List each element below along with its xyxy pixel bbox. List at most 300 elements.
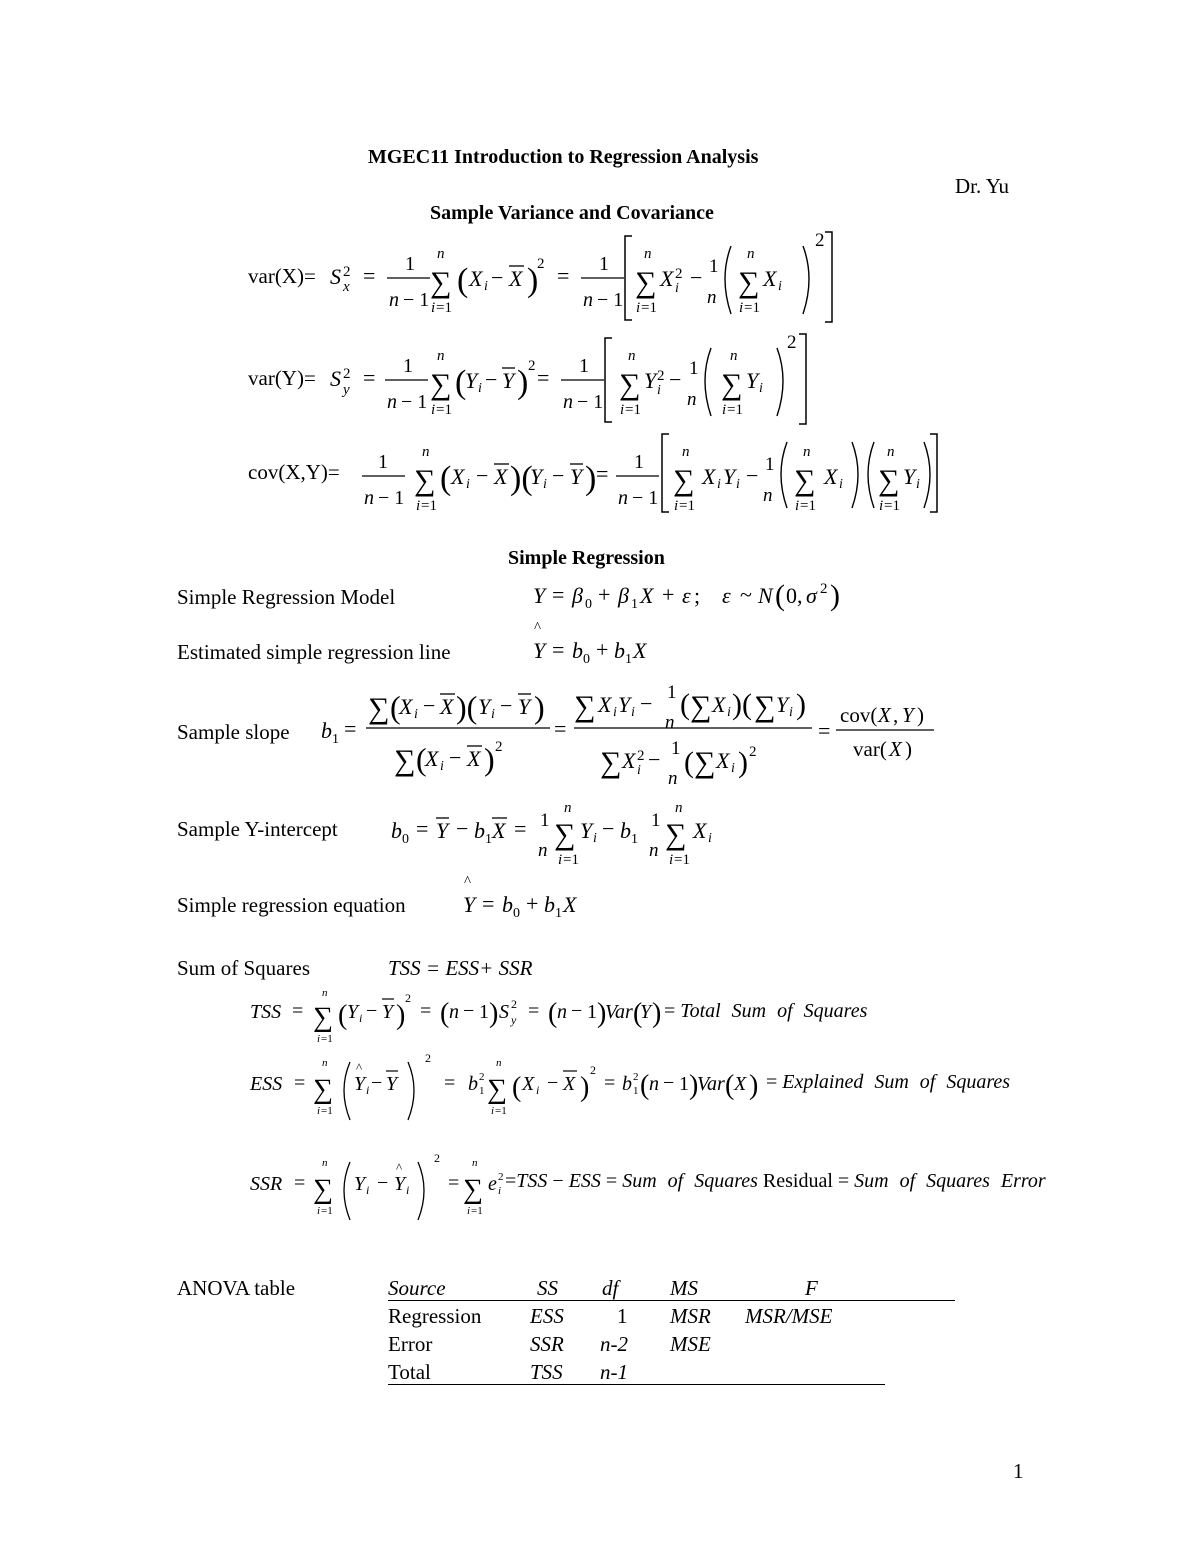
- svg-text:∑: ∑: [600, 746, 622, 779]
- svg-text:=1: =1: [674, 852, 690, 868]
- svg-text:(: (: [455, 364, 467, 401]
- svg-text:n: n: [730, 348, 738, 364]
- svg-text:=1: =1: [436, 402, 452, 418]
- svg-text:∑: ∑: [694, 746, 716, 779]
- svg-text:−: −: [602, 816, 615, 841]
- svg-text:n: n: [675, 800, 683, 816]
- svg-text:=: =: [363, 365, 376, 390]
- svg-text:i: i: [879, 498, 884, 514]
- svg-text:): ): [830, 579, 840, 612]
- svg-text:=1: =1: [436, 300, 452, 316]
- anova-header-df: df: [602, 1276, 619, 1300]
- svg-text:X: X: [633, 638, 647, 663]
- equals-sign: =: [664, 1000, 681, 1022]
- svg-text:=: =: [363, 263, 376, 288]
- regression-equation-formula: [460, 872, 600, 921]
- svg-text:Y: Y: [394, 1173, 406, 1195]
- svg-text:−: −: [463, 1000, 475, 1022]
- svg-text:i: i: [657, 383, 661, 398]
- svg-text:1: 1: [679, 1073, 689, 1095]
- svg-text:^: ^: [534, 620, 542, 636]
- svg-text:n: n: [422, 444, 430, 460]
- svg-text:i: i: [593, 831, 597, 846]
- ssr-identity: =TSS − ESS =: [505, 1170, 623, 1192]
- tss-description: Total Sum of Squares: [680, 1000, 868, 1022]
- intercept-formula: [388, 796, 728, 871]
- svg-text:n: n: [682, 444, 690, 460]
- svg-text:N: N: [758, 583, 773, 608]
- svg-text:X: X: [563, 1073, 576, 1095]
- svg-text:∑: ∑: [794, 464, 816, 497]
- svg-text:=: =: [420, 1000, 432, 1022]
- svg-text:): ): [580, 1072, 590, 1103]
- svg-text:Y: Y: [776, 692, 789, 717]
- slope-formula: [318, 676, 938, 789]
- svg-text:i: i: [366, 1183, 370, 1197]
- svg-text:=1: =1: [800, 498, 816, 514]
- svg-text:− 1: − 1: [577, 391, 604, 413]
- svg-text:i: i: [759, 381, 763, 396]
- svg-text:i: i: [536, 1083, 540, 1097]
- svg-text:X: X: [640, 583, 654, 608]
- svg-text:i: i: [491, 1105, 495, 1117]
- svg-text:∑: ∑: [554, 818, 576, 851]
- svg-text:1: 1: [405, 253, 415, 275]
- svg-text:TSS: TSS: [250, 1001, 282, 1023]
- svg-text:1: 1: [625, 652, 632, 667]
- svg-text:i: i: [440, 759, 444, 774]
- svg-text:b: b: [502, 892, 513, 917]
- svg-text:X: X: [399, 694, 413, 719]
- svg-text:): ): [517, 364, 529, 401]
- svg-text:Y: Y: [640, 1001, 652, 1023]
- anova-row-error-source: Error: [388, 1332, 433, 1356]
- svg-text:2: 2: [590, 1063, 596, 1077]
- anova-row-regression-source: Regression: [388, 1304, 482, 1328]
- svg-text:+: +: [662, 582, 675, 607]
- svg-text:∑: ∑: [738, 266, 760, 299]
- svg-text:^: ^: [396, 1160, 403, 1175]
- svg-text:X: X: [494, 464, 508, 489]
- equation-label: Simple regression equation: [177, 893, 406, 917]
- svg-text:X: X: [716, 748, 730, 773]
- svg-text:=1: =1: [744, 300, 760, 316]
- svg-text:+: +: [598, 582, 611, 607]
- svg-text:−: −: [552, 463, 565, 488]
- svg-text:=: =: [294, 1072, 306, 1094]
- svg-text:b: b: [614, 638, 625, 663]
- model-label: Simple Regression Model: [177, 585, 396, 609]
- svg-text:2: 2: [675, 266, 683, 282]
- svg-text:n: n: [437, 348, 445, 364]
- svg-text:∑: ∑: [368, 692, 390, 725]
- svg-text:Y: Y: [723, 464, 736, 489]
- svg-text:−: −: [663, 1072, 675, 1094]
- svg-text:∑: ∑: [487, 1074, 507, 1105]
- svg-text:2: 2: [787, 332, 797, 353]
- svg-text:1: 1: [555, 906, 562, 921]
- svg-text:i: i: [916, 477, 920, 492]
- author-name: Dr. Yu: [955, 174, 1010, 198]
- svg-text:∑: ∑: [754, 690, 776, 723]
- svg-text:i: i: [543, 477, 547, 492]
- svg-text:Y: Y: [465, 368, 478, 393]
- ssr-description-2: Sum of Squares Error: [854, 1170, 1046, 1192]
- svg-text:i: i: [778, 279, 782, 294]
- anova-row-regression-df: 1: [617, 1304, 628, 1328]
- svg-text:(: (: [338, 1000, 348, 1031]
- svg-text:X: X: [622, 748, 636, 773]
- anova-header-ms: MS: [670, 1276, 698, 1300]
- svg-text:2: 2: [343, 264, 351, 280]
- svg-text:i: i: [431, 402, 436, 418]
- svg-text:∑: ∑: [430, 368, 452, 401]
- svg-text:=: =: [528, 1000, 540, 1022]
- var-x-formula: [325, 228, 845, 323]
- ess-formula: [250, 1050, 810, 1120]
- svg-text:2: 2: [425, 1051, 431, 1065]
- anova-header-source: Source: [388, 1276, 446, 1300]
- svg-text:1: 1: [709, 256, 719, 277]
- svg-text:n: n: [687, 389, 697, 410]
- svg-text:y: y: [511, 1013, 517, 1027]
- sum-squares-identity: TSS = ESS+ SSR: [388, 956, 533, 980]
- svg-text:Y: Y: [386, 1073, 398, 1095]
- anova-footer-rule: [388, 1384, 885, 1385]
- svg-text:i: i: [491, 707, 495, 722]
- svg-text:i: i: [722, 402, 727, 418]
- svg-text:1: 1: [667, 682, 677, 703]
- svg-text:−: −: [648, 747, 661, 772]
- svg-text:−: −: [449, 745, 462, 770]
- svg-text:Y: Y: [570, 464, 583, 489]
- svg-text:e: e: [488, 1173, 497, 1195]
- svg-text:1: 1: [634, 451, 644, 473]
- svg-text:n: n: [887, 444, 895, 460]
- svg-text:ESS: ESS: [250, 1073, 283, 1095]
- svg-text:cov(: cov(: [840, 703, 878, 727]
- svg-text:=: =: [554, 716, 567, 741]
- svg-text:X: X: [469, 266, 483, 291]
- svg-text:1: 1: [689, 358, 699, 379]
- svg-text:=1: =1: [727, 402, 743, 418]
- svg-text:=: =: [604, 1072, 616, 1094]
- svg-text:n: n: [564, 800, 572, 816]
- svg-text:(: (: [775, 579, 785, 612]
- svg-text:∑: ∑: [878, 464, 900, 497]
- svg-text:−: −: [456, 816, 469, 841]
- svg-text:∑: ∑: [619, 368, 641, 401]
- svg-text:i: i: [669, 852, 674, 868]
- svg-text:i: i: [498, 1185, 502, 1197]
- svg-text:i: i: [674, 498, 679, 514]
- svg-text:i: i: [366, 1083, 370, 1097]
- svg-text:): ): [689, 1070, 699, 1101]
- svg-text:=: =: [552, 582, 565, 607]
- svg-text:−: −: [640, 691, 653, 716]
- svg-text:0,: 0,: [786, 583, 803, 608]
- svg-text:2: 2: [434, 1151, 440, 1165]
- regression-section-heading: Simple Regression: [508, 547, 665, 569]
- svg-text:1: 1: [599, 253, 609, 275]
- svg-text:∑: ∑: [313, 1074, 333, 1105]
- svg-text:X: X: [425, 746, 439, 771]
- svg-text:i: i: [359, 1011, 363, 1025]
- svg-text:∑: ∑: [665, 818, 687, 851]
- svg-text:(: (: [512, 1072, 522, 1103]
- svg-text:i: i: [478, 381, 482, 396]
- svg-text:∑: ∑: [313, 1174, 333, 1205]
- svg-text:1: 1: [765, 454, 775, 475]
- anova-row-total-ss: TSS: [530, 1360, 563, 1384]
- svg-text:n: n: [387, 391, 397, 413]
- svg-text:−: −: [476, 463, 489, 488]
- intercept-label: Sample Y-intercept: [177, 817, 338, 841]
- document-title: MGEC11 Introduction to Regression Analysis: [368, 146, 759, 168]
- svg-text:b: b: [544, 892, 555, 917]
- svg-text:Y: Y: [354, 1173, 366, 1195]
- svg-text:=1: =1: [495, 1105, 507, 1117]
- svg-text:n: n: [563, 391, 573, 413]
- svg-text:S: S: [330, 366, 341, 391]
- svg-text:n: n: [763, 485, 773, 506]
- tss-desc-wrap: [664, 1000, 867, 1023]
- svg-text:X: X: [509, 266, 523, 291]
- svg-text:Y: Y: [478, 694, 491, 719]
- svg-text:1: 1: [579, 355, 589, 377]
- svg-text:2: 2: [405, 991, 411, 1005]
- svg-text:n: n: [557, 1001, 567, 1023]
- svg-text:b: b: [474, 818, 485, 843]
- svg-text:i: i: [317, 1205, 321, 1217]
- ssr-desc-wrap: [505, 1170, 1046, 1193]
- svg-text:,: ,: [893, 703, 899, 727]
- svg-text:0: 0: [402, 832, 409, 847]
- svg-text:i: i: [739, 300, 744, 316]
- svg-text:−: −: [571, 1000, 583, 1022]
- svg-text:i: i: [414, 707, 418, 722]
- svg-text:=: =: [557, 263, 570, 288]
- svg-text:n: n: [322, 987, 328, 999]
- svg-text:=1: =1: [471, 1205, 483, 1217]
- anova-row-error-ms: MSE: [670, 1332, 711, 1356]
- svg-text:i: i: [416, 498, 421, 514]
- svg-text:(: (: [390, 689, 401, 725]
- svg-text:=: =: [552, 637, 565, 662]
- ssr-residual-word: Residual: [762, 1170, 833, 1192]
- svg-text:i: i: [613, 705, 617, 720]
- svg-text:=: =: [596, 461, 609, 486]
- svg-text:∑: ∑: [394, 744, 416, 777]
- svg-text:Y: Y: [903, 464, 916, 489]
- svg-text:=1: =1: [321, 1033, 333, 1045]
- svg-text:∑: ∑: [721, 368, 743, 401]
- svg-text:n: n: [649, 1073, 659, 1095]
- svg-text:1: 1: [479, 1001, 489, 1023]
- svg-text:n: n: [747, 246, 755, 262]
- svg-text:X: X: [660, 266, 674, 291]
- svg-text:β: β: [618, 583, 629, 608]
- svg-text:b: b: [321, 718, 332, 743]
- svg-text:=1: =1: [421, 498, 437, 514]
- svg-text:i: i: [317, 1033, 321, 1045]
- svg-text:=1: =1: [321, 1105, 333, 1117]
- svg-text:=: =: [818, 718, 831, 743]
- svg-text:2: 2: [479, 1071, 485, 1083]
- variance-section-heading: Sample Variance and Covariance: [430, 202, 714, 224]
- svg-text:∑: ∑: [690, 690, 712, 723]
- svg-text:X: X: [824, 464, 838, 489]
- svg-text:b: b: [572, 638, 583, 663]
- svg-text:−: −: [746, 463, 759, 488]
- svg-text:ε: ε: [682, 583, 691, 608]
- svg-text:X: X: [598, 692, 612, 717]
- svg-text:=: =: [482, 891, 495, 916]
- svg-text:n: n: [644, 246, 652, 262]
- svg-text:=1: =1: [321, 1205, 333, 1217]
- var-y-formula: [325, 330, 825, 425]
- sum-squares-label: Sum of Squares: [177, 956, 310, 980]
- svg-text:n: n: [803, 444, 811, 460]
- svg-text:Var: Var: [697, 1073, 725, 1095]
- svg-text:1: 1: [485, 832, 492, 847]
- svg-text:2: 2: [633, 1071, 639, 1083]
- svg-text:∑: ∑: [635, 266, 657, 299]
- page-number: 1: [1013, 1459, 1024, 1483]
- svg-text:∑: ∑: [574, 690, 596, 723]
- svg-text:n: n: [668, 768, 678, 789]
- svg-text:1: 1: [540, 810, 550, 831]
- svg-text:i: i: [675, 281, 679, 296]
- svg-text:n: n: [649, 840, 659, 861]
- svg-text:i: i: [431, 300, 436, 316]
- svg-text:=: =: [292, 1000, 304, 1022]
- svg-text:(: (: [440, 998, 450, 1029]
- model-formula: [530, 575, 860, 615]
- svg-text:−: −: [547, 1072, 559, 1094]
- svg-text:X: X: [702, 464, 716, 489]
- svg-text:i: i: [731, 761, 735, 776]
- equals-sign: =: [766, 1071, 783, 1093]
- svg-text:− 1: − 1: [378, 487, 405, 509]
- svg-text:ε: ε: [722, 583, 731, 608]
- anova-label: ANOVA table: [177, 1276, 296, 1300]
- svg-text:(: (: [416, 741, 427, 777]
- svg-text:∑: ∑: [414, 464, 436, 497]
- svg-text:2: 2: [749, 744, 757, 760]
- svg-text:2: 2: [498, 1171, 504, 1183]
- var-x-label: var(X)=: [248, 264, 316, 288]
- cov-formula: [350, 428, 950, 523]
- ess-description: Explained Sum of Squares: [782, 1071, 1011, 1093]
- ess-desc-wrap: [766, 1071, 1010, 1094]
- svg-text:i: i: [789, 705, 793, 720]
- svg-text:i: i: [727, 705, 731, 720]
- svg-text:=: =: [294, 1172, 306, 1194]
- svg-text:n: n: [389, 289, 399, 311]
- svg-text:=: =: [448, 1172, 460, 1194]
- svg-text:(: (: [440, 460, 452, 497]
- svg-text:S: S: [330, 264, 341, 289]
- svg-text:∑: ∑: [430, 266, 452, 299]
- svg-text:(: (: [633, 998, 643, 1029]
- svg-text:(: (: [640, 1070, 650, 1101]
- anova-row-regression-ms: MSR: [670, 1304, 711, 1328]
- svg-text:1: 1: [378, 451, 388, 473]
- svg-text:S: S: [499, 1001, 509, 1023]
- svg-text:i: i: [467, 1205, 471, 1217]
- svg-text:n: n: [538, 840, 548, 861]
- svg-text:)(: )(: [510, 460, 533, 497]
- svg-text:=: =: [344, 716, 357, 741]
- svg-text:X: X: [878, 703, 891, 727]
- svg-text:1: 1: [479, 1085, 485, 1097]
- ssr-description-1: Sum of Squares: [622, 1170, 758, 1192]
- svg-text:): ): [534, 689, 545, 725]
- svg-text:SSR: SSR: [250, 1173, 283, 1195]
- svg-text:0: 0: [513, 906, 520, 921]
- svg-text:X: X: [440, 694, 454, 719]
- svg-text:X: X: [763, 266, 777, 291]
- svg-text:Y: Y: [746, 368, 759, 393]
- anova-row-regression-ss: ESS: [530, 1304, 564, 1328]
- svg-text:X: X: [734, 1073, 747, 1095]
- anova-header-rule: [388, 1300, 955, 1301]
- svg-text:Y: Y: [382, 1001, 394, 1023]
- svg-text:n: n: [472, 1157, 478, 1169]
- svg-text:− 1: − 1: [632, 487, 659, 509]
- svg-text:X: X: [492, 818, 506, 843]
- svg-text:2: 2: [820, 581, 828, 597]
- svg-text:Y: Y: [436, 818, 449, 843]
- svg-text:1: 1: [332, 732, 339, 747]
- svg-text:n: n: [628, 348, 636, 364]
- svg-text:Y: Y: [533, 638, 546, 663]
- equals-sign: =: [837, 1170, 855, 1192]
- svg-text:n: n: [583, 289, 593, 311]
- svg-text:−: −: [485, 367, 498, 392]
- svg-text:y: y: [343, 382, 350, 398]
- svg-text:0: 0: [583, 652, 590, 667]
- svg-text:2: 2: [637, 748, 645, 764]
- svg-text:2: 2: [537, 256, 545, 272]
- svg-text:X: X: [563, 892, 577, 917]
- svg-text:^: ^: [464, 874, 472, 890]
- svg-text:1: 1: [587, 1001, 597, 1023]
- svg-text:): ): [489, 998, 499, 1029]
- svg-text:Y: Y: [902, 703, 914, 727]
- svg-text:−: −: [371, 1072, 383, 1094]
- svg-text:): ): [652, 998, 662, 1029]
- svg-text:∑: ∑: [463, 1174, 483, 1205]
- svg-text:): ): [527, 262, 539, 299]
- svg-text:b: b: [620, 818, 631, 843]
- svg-text:−: −: [377, 1172, 389, 1194]
- svg-text:)(: )(: [732, 688, 752, 721]
- svg-text:): ): [585, 460, 597, 497]
- svg-text:− 1: − 1: [597, 289, 624, 311]
- line-label: Estimated simple regression line: [177, 640, 451, 664]
- svg-text:=: =: [444, 1072, 456, 1094]
- svg-text:i: i: [795, 498, 800, 514]
- svg-text:Y: Y: [580, 818, 593, 843]
- svg-text:2: 2: [815, 230, 825, 251]
- svg-text:−: −: [491, 265, 504, 290]
- svg-text:i: i: [637, 763, 641, 778]
- svg-text:2: 2: [495, 739, 503, 755]
- svg-text:i: i: [466, 477, 470, 492]
- svg-text:i: i: [558, 852, 563, 868]
